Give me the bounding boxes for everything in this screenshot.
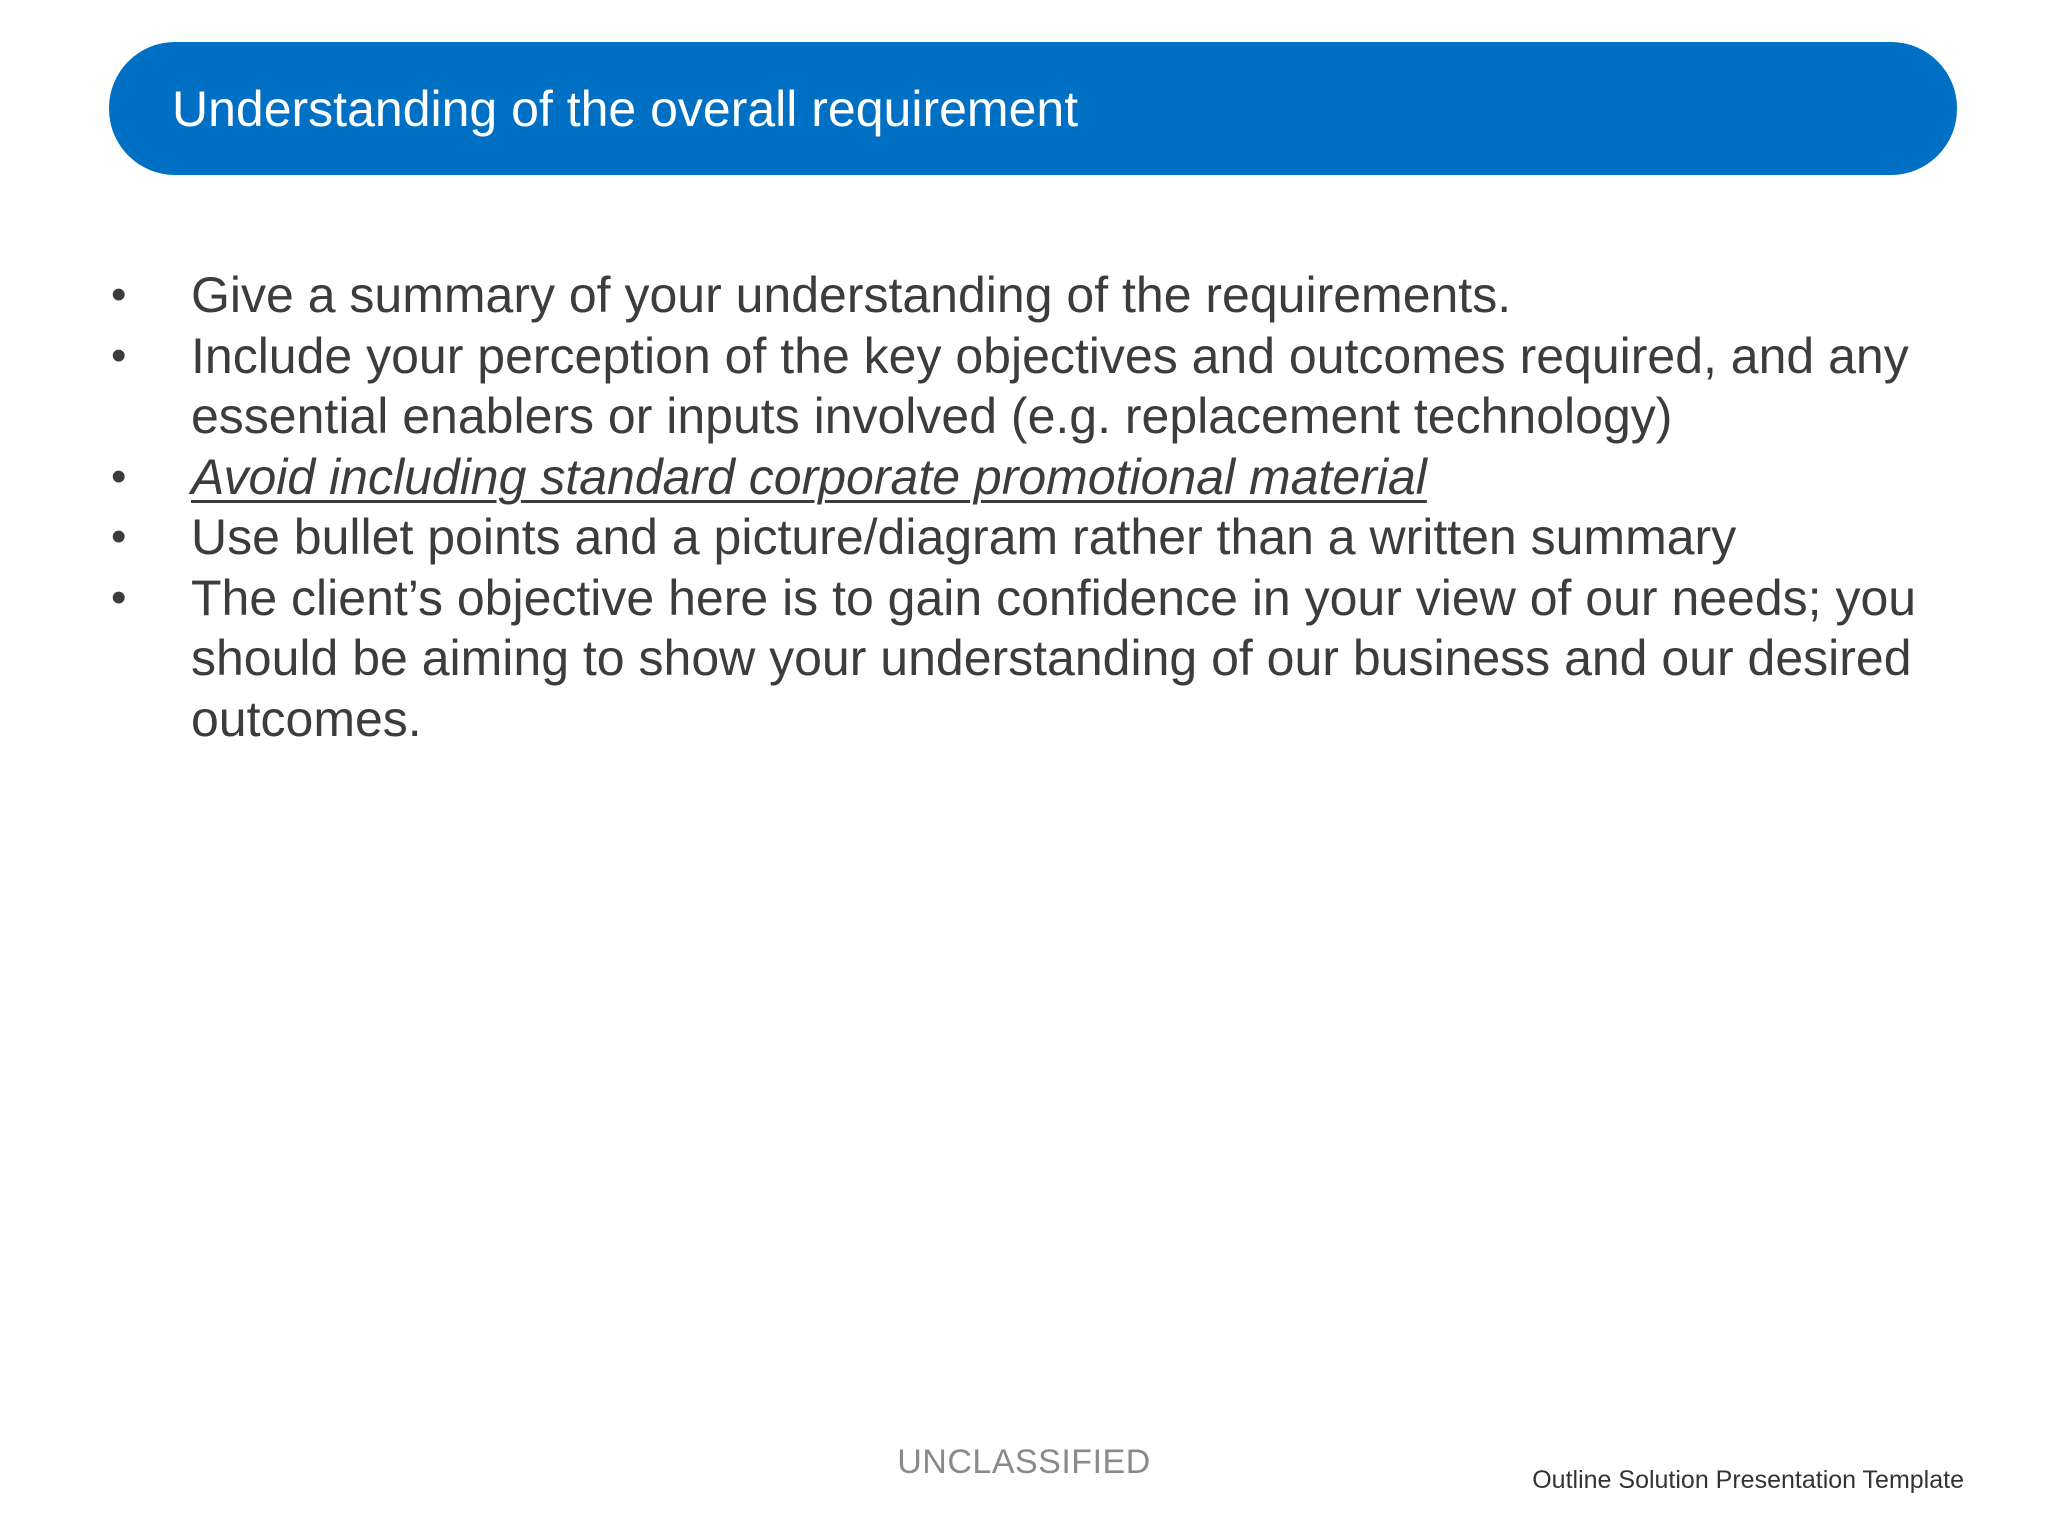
bullet-icon: • — [111, 270, 127, 319]
bullet-icon: • — [111, 330, 127, 380]
bullet-icon: • — [111, 451, 127, 501]
bullet-icon: • — [111, 572, 127, 622]
bullet-list — [108, 265, 1988, 749]
bullet-text: Give a summary of your understanding of the requirements. — [191, 267, 1512, 323]
list-item — [108, 447, 1988, 508]
bullet-text: The client’s objective here is to gain confidence in your view of our needs; you should be aiming to show your understanding of our business and our desired outcomes. — [191, 569, 1917, 747]
bullet-icon: • — [111, 512, 127, 561]
classification-label: UNCLASSIFIED — [897, 1443, 1151, 1481]
bullet-text: Include your perception of the key objectives and outcomes required, and any essential enablers or inputs involved (e.g. replacement technology) — [191, 327, 1909, 444]
bullet-text: Use bullet points and a picture/diagram rather than a written summary — [191, 509, 1737, 565]
template-name: Outline Solution Presentation Template — [1532, 1466, 1964, 1494]
list-item — [108, 568, 1988, 750]
slide-title: Understanding of the overall requirement — [172, 80, 1079, 137]
list-item — [108, 265, 1988, 326]
title-bar — [109, 42, 1957, 175]
bullet-text-emphasized: Avoid including standard corporate promotional material — [191, 448, 1427, 505]
list-item — [108, 507, 1988, 568]
list-item — [108, 326, 1988, 447]
